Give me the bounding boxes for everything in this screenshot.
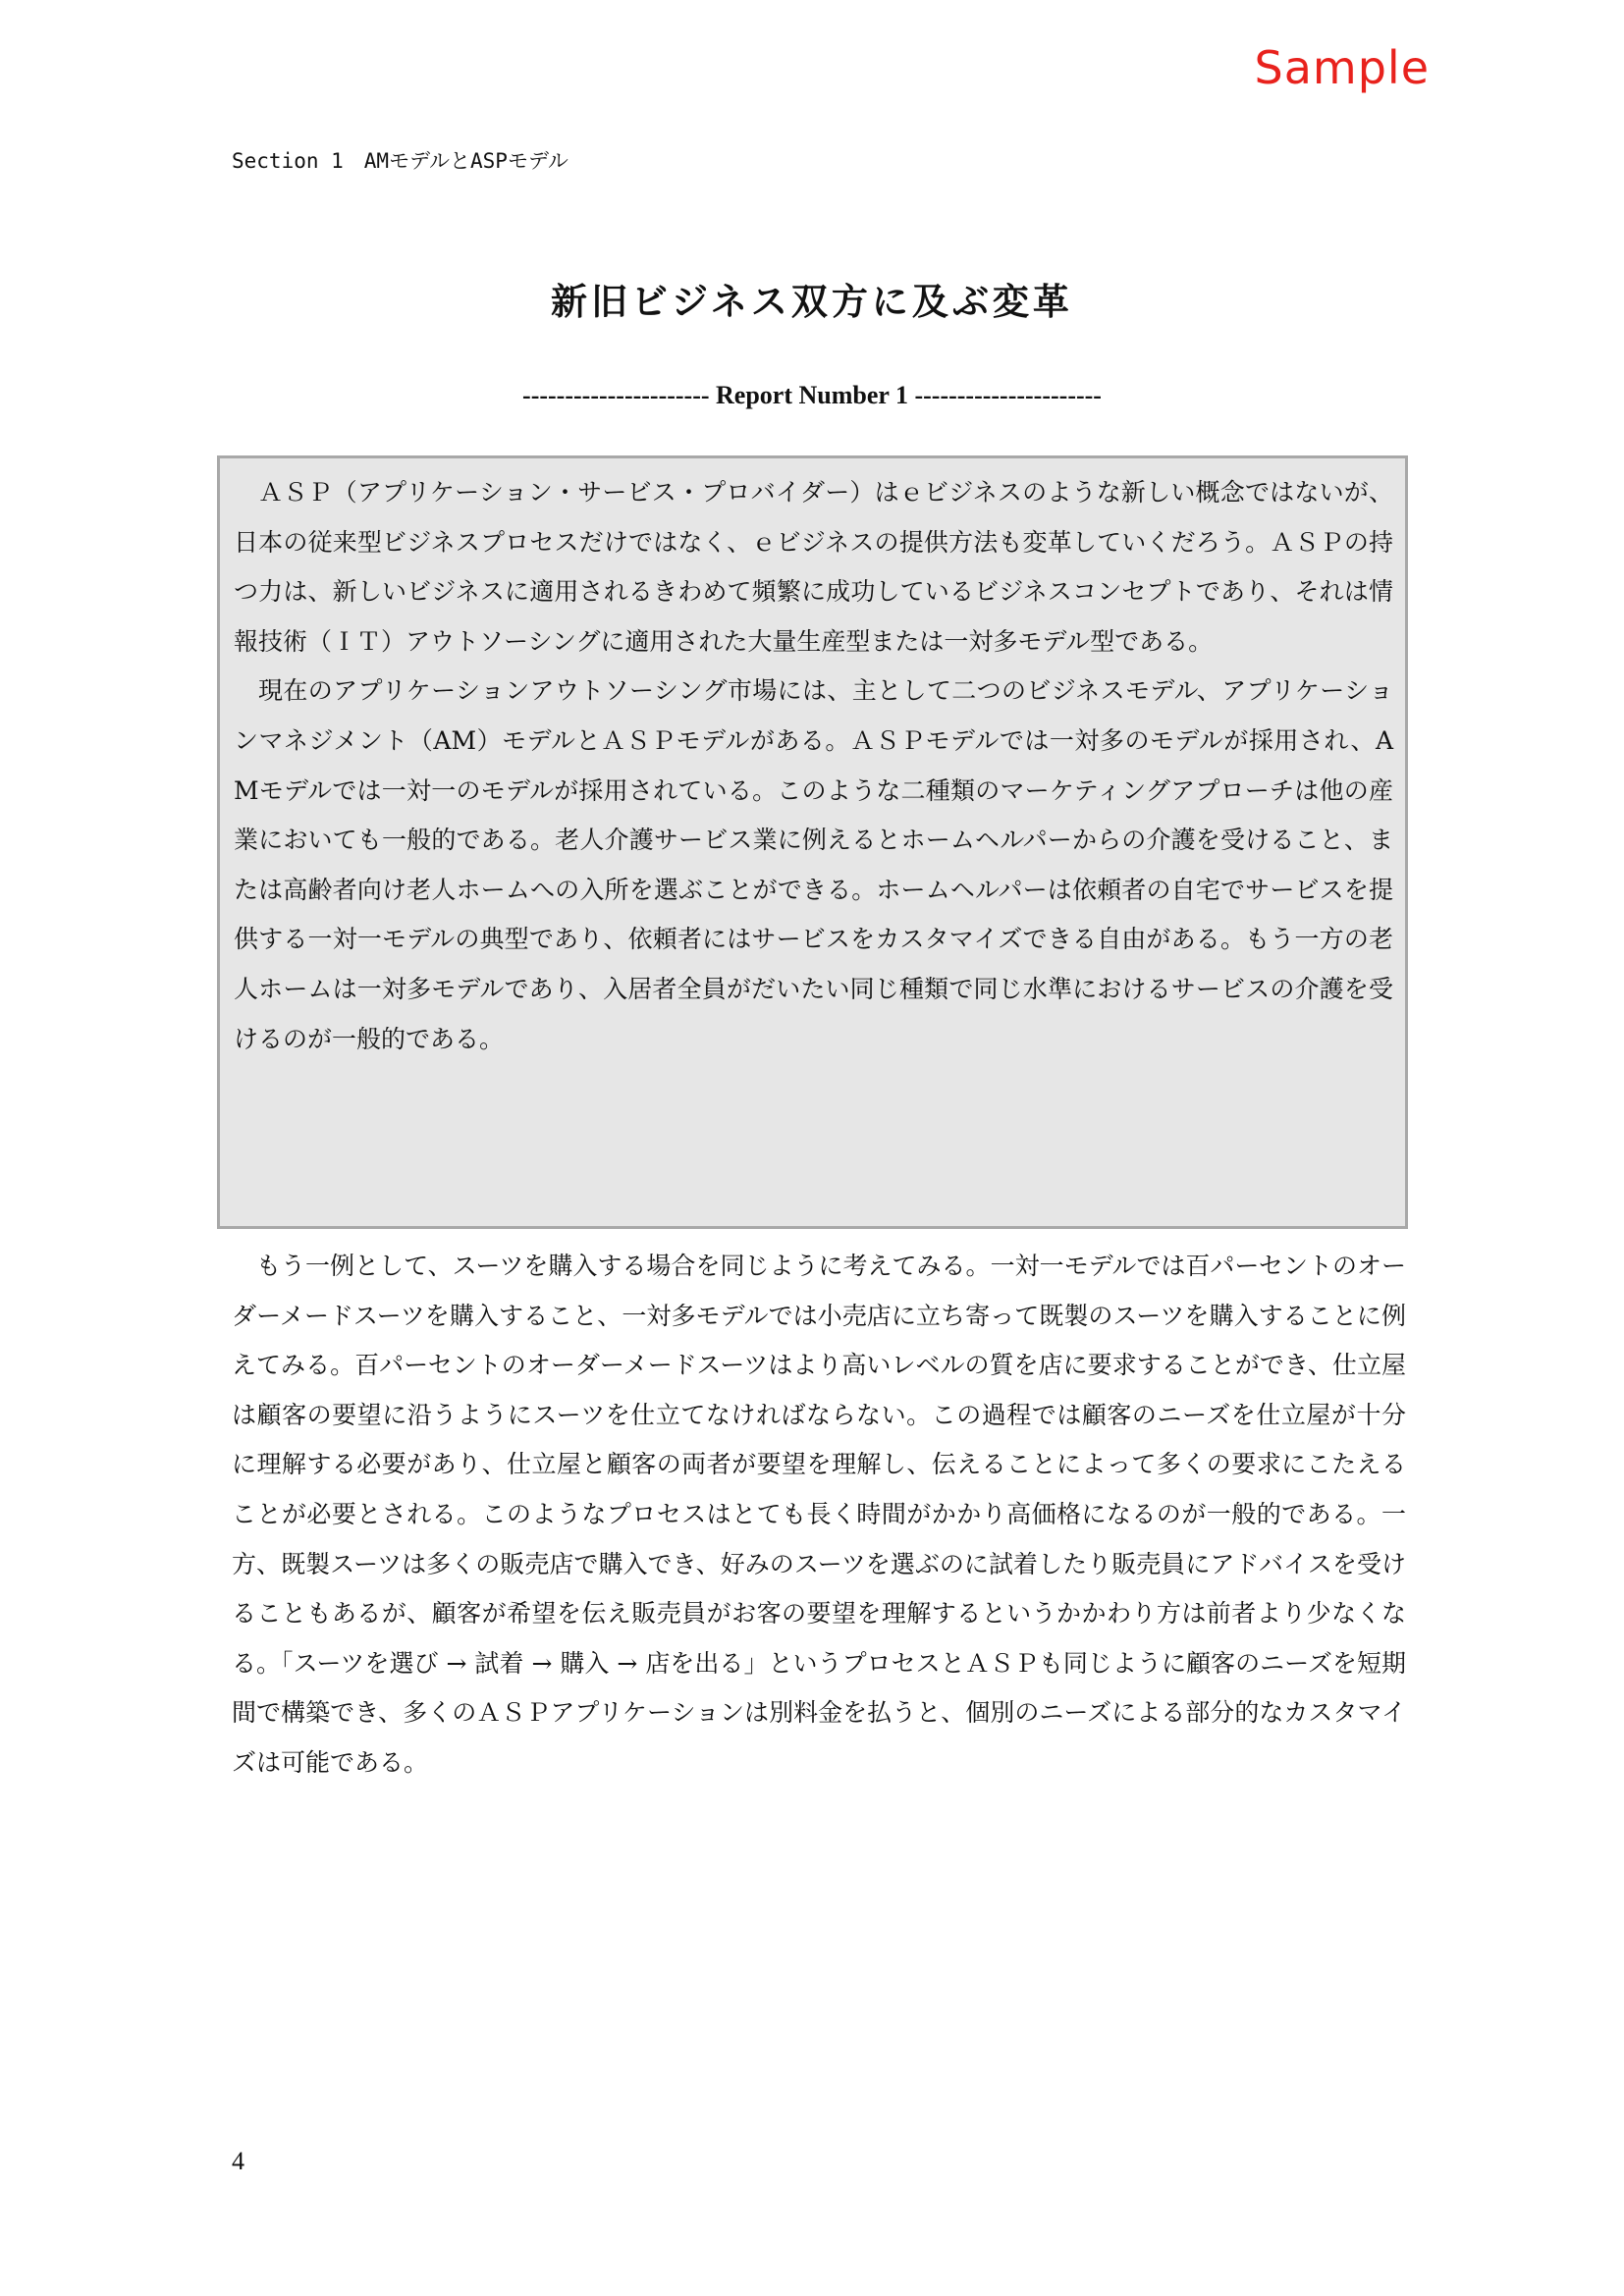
body-paragraph-1: もう一例として、スーツを購入する場合を同じように考えてみる。一対一モデルでは百パーセントのオーダーメードスーツを購入すること、一対多モデルでは小売店に立ち寄って既製のスーツを購入することに例えてみる。百パーセントのオーダーメードスーツはより高いレベルの質を店に要求することができ、仕立屋は顧客の要望に沿うようにスーツを仕立てなければならない。この過程では顧客のニーズを仕立屋が十分に理解する必要があり、仕立屋と顧客の両者が要望を理解し、伝えることによって多くの要求にこたえることが必要とされる。このようなプロセスはとても長く時間がかかり高価格になるのが一般的である。一方、既製スーツは多くの販売店で購入でき、好みのスーツを選ぶのに試着したり販売員にアドバイスを受けることもあるが、顧客が希望を伝え販売員がお客の要望を理解するというかかわり方は前者より少なくなる。「スーツを選び → 試着 → 購入 → 店を出る」というプロセスとＡＳＰも同じように顧客のニーズを短期間で構築でき、多くのＡＳＰアプリケーションは別料金を払うと、個別のニーズによる部分的なカスタマイズは可能である。: [232, 1252, 1406, 1777]
highlighted-summary-box: [217, 455, 1408, 1229]
summary-paragraph-2: 現在のアプリケーションアウトソーシング市場には、主として二つのビジネスモデル、アプリケーションマネジメント（AM）モデルとＡＳＰモデルがある。ＡＳＰモデルでは一対多のモデルが採用され、AMモデルでは一対一のモデルが採用されている。このような二種類のマーケティングアプローチは他の産業においても一般的である。老人介護サービス業に例えるとホームヘルパーからの介護を受けること、または高齢者向け老人ホームへの入所を選ぶことができる。ホームヘルパーは依頼者の自宅でサービスを提供する一対一モデルの典型であり、依頼者にはサービスをカスタマイズできる自由がある。もう一方の老人ホームは一対多モデルであり、入居者全員がだいたい同じ種類で同じ水準におけるサービスの介護を受けるのが一般的である。: [234, 676, 1393, 1053]
report-number-line: ---------------------- Report Number 1 ----------------------: [522, 381, 1102, 409]
sample-watermark: Sample: [1254, 41, 1430, 94]
page-number: 4: [232, 2147, 244, 2175]
page-title: 新旧ビジネス双方に及ぶ変革: [551, 281, 1073, 323]
running-header: Section 1 AMモデルとASPモデル: [232, 149, 568, 173]
body-text: [232, 1242, 1406, 1789]
summary-paragraph-1: ＡＳＰ（アプリケーション・サービス・プロバイダー）はｅビジネスのような新しい概念ではないが、日本の従来型ビジネスプロセスだけではなく、ｅビジネスの提供方法も変革していくだろう。ＡＳＰの持つ力は、新しいビジネスに適用されるきわめて頻繁に成功しているビジネスコンセプトであり、それは情報技術（ＩＴ）アウトソーシングに適用された大量生産型または一対多モデル型である。: [234, 478, 1393, 656]
